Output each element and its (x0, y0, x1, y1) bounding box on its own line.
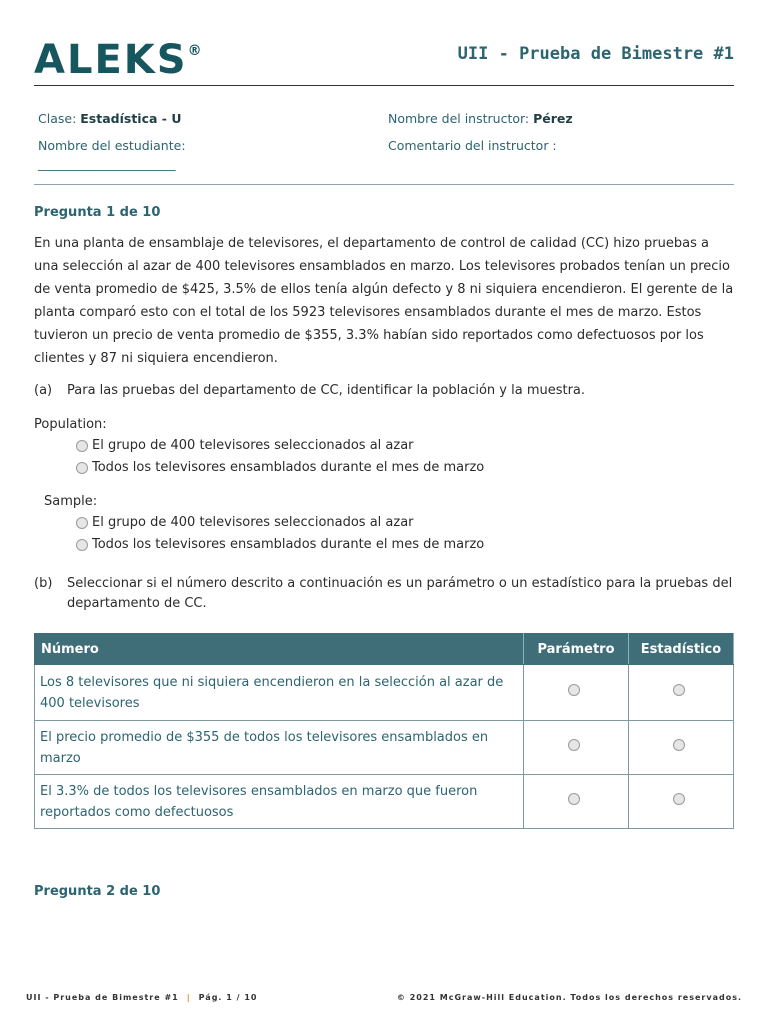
footer-left (26, 993, 257, 1002)
column-number: Número (35, 634, 524, 665)
part-a-label: (a) (34, 383, 53, 398)
instructor-label: Nombre del instructor: (388, 111, 530, 126)
instructor-value: Pérez (533, 111, 573, 126)
footer-separator: | (186, 993, 191, 1002)
option-label: Todos los televisores ensamblados durante el mes de marzo (92, 537, 485, 552)
aleks-logo (34, 37, 202, 83)
instructor-comment-label: Comentario del instructor : (388, 138, 557, 153)
parameter-radio[interactable] (568, 793, 580, 805)
parameter-cell (524, 721, 629, 775)
header-divider (34, 85, 734, 86)
footer-copyright: © 2021 McGraw-Hill Education. Todos los derechos reservados. (396, 993, 742, 1002)
sample-option-2[interactable] (76, 537, 484, 552)
class-info (38, 111, 181, 126)
row-description: Los 8 televisores que ni siquiera encendieron en la selección al azar de 400 televisores (35, 665, 524, 721)
parameter-radio[interactable] (568, 739, 580, 751)
row-description: El 3.3% de todos los televisores ensamblados en marzo que fueron reportados como defectuosos (35, 775, 524, 829)
statistic-radio[interactable] (673, 684, 685, 696)
population-option-1[interactable] (76, 438, 414, 453)
table-row (35, 665, 734, 721)
column-statistic: Estadístico (629, 634, 734, 665)
table-row (35, 721, 734, 775)
radio-button[interactable] (76, 539, 88, 551)
instructor-info (388, 111, 573, 126)
classification-table (34, 633, 734, 829)
part-b-label: (b) (34, 576, 53, 591)
column-parameter: Parámetro (524, 634, 629, 665)
part-a-text: Para las pruebas del departamento de CC, identificar la población y la muestra. (67, 383, 586, 398)
student-name-blank: ______________________ (38, 156, 176, 171)
footer-page-number: Pág. 1 / 10 (198, 993, 258, 1002)
option-label: El grupo de 400 televisores seleccionados al azar (92, 515, 414, 530)
class-value: Estadística - U (80, 111, 182, 126)
document-title: UII - Prueba de Bimestre #1 (457, 44, 734, 64)
table-row (35, 775, 734, 829)
option-label: El grupo de 400 televisores seleccionados al azar (92, 438, 414, 453)
part-b-text: Seleccionar si el número descrito a continuación es un parámetro o un estadístico para la pruebas del departamento de CC. (67, 576, 733, 611)
statistic-radio[interactable] (673, 739, 685, 751)
info-divider (34, 184, 734, 185)
statistic-cell (629, 721, 734, 775)
sample-option-1[interactable] (76, 515, 414, 530)
radio-button[interactable] (76, 517, 88, 529)
statistic-cell (629, 665, 734, 721)
sample-label: Sample: (44, 494, 98, 509)
population-label: Population: (34, 417, 107, 432)
class-label: Clase: (38, 111, 77, 126)
row-description: El precio promedio de $355 de todos los televisores ensamblados en marzo (35, 721, 524, 775)
statistic-cell (629, 775, 734, 829)
question-2-heading: Pregunta 2 de 10 (34, 884, 161, 899)
population-option-2[interactable] (76, 460, 484, 475)
question-1-body: En una planta de ensamblaje de televisores, el departamento de control de calidad (CC) hizo pruebas a una selección al azar de 400 televisores ensamblados en marzo. Los televisores probados tenían un precio de venta promedio de $425, 3.5% de ellos tenía algún defecto y 8 ni siquiera encendieron. El gerente de la planta comparó esto con el total de los 5923 televisores ensamblados durante el mes de marzo. Estos tuvieron un precio de venta promedio de $355, 3.3% habían sido reportados como defectuosos por los clientes y 87 ni siquiera encendieron. (34, 236, 734, 366)
logo-text: ALEKS (34, 37, 188, 83)
parameter-cell (524, 775, 629, 829)
option-label: Todos los televisores ensamblados durante el mes de marzo (92, 460, 485, 475)
parameter-radio[interactable] (568, 684, 580, 696)
statistic-radio[interactable] (673, 793, 685, 805)
table-header-row (35, 634, 734, 665)
radio-button[interactable] (76, 462, 88, 474)
parameter-cell (524, 665, 629, 721)
question-1-heading: Pregunta 1 de 10 (34, 205, 161, 220)
registered-mark: ® (187, 43, 202, 59)
footer-doc-title: UII - Prueba de Bimestre #1 (26, 993, 179, 1002)
student-label: Nombre del estudiante: (38, 138, 186, 153)
radio-button[interactable] (76, 440, 88, 452)
